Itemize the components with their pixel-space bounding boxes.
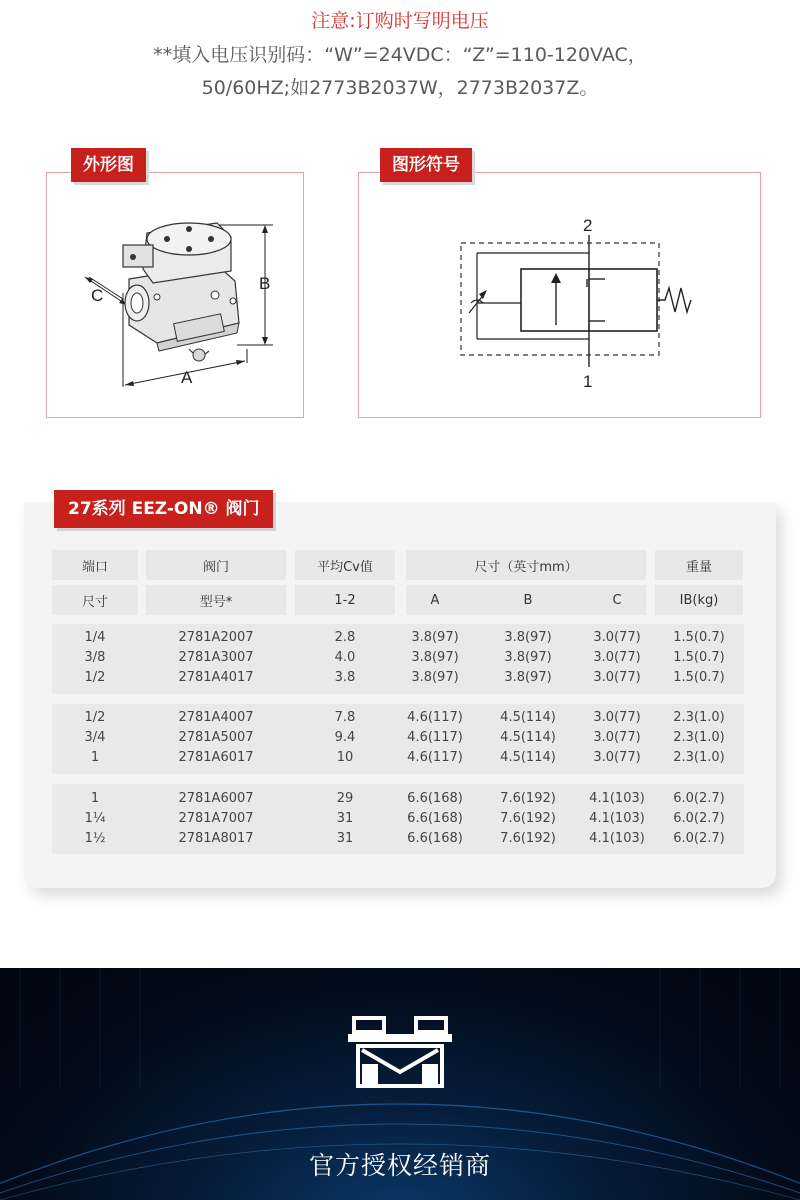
table-cell-weight: 1.5(0.7) bbox=[673, 670, 725, 685]
table-cell-model-number: 2781A6017 bbox=[178, 750, 254, 765]
table-cell-model-number: 2781A4017 bbox=[178, 670, 254, 685]
table-cell-cv-value: 4.0 bbox=[334, 650, 356, 665]
footer-banner bbox=[0, 968, 800, 1200]
table-cell-port-size: 1 bbox=[90, 750, 100, 765]
table-cell-weight: 1.5(0.7) bbox=[673, 650, 725, 665]
dealer-logo-icon bbox=[348, 1016, 452, 1088]
table-cell-model-number: 2781A2007 bbox=[178, 630, 254, 645]
header-dim-b: B bbox=[523, 593, 533, 608]
outline-drawing-tag: 外形图 bbox=[71, 148, 146, 182]
header-weight: 重量 bbox=[655, 550, 743, 580]
table-cell-cv-value: 29 bbox=[336, 791, 354, 806]
table-cell-model-number: 2781A4007 bbox=[178, 710, 254, 725]
table-cell-dim-a: 4.6(117) bbox=[407, 730, 463, 745]
table-cell-dim-a: 6.6(168) bbox=[407, 831, 463, 846]
table-cell-port-size: 3/4 bbox=[84, 730, 106, 745]
table-cell-dim-b: 3.8(97) bbox=[504, 630, 552, 645]
table-cell-dim-b: 7.6(192) bbox=[500, 791, 556, 806]
header-cv-range: 1-2 bbox=[295, 585, 395, 615]
table-cell-dim-a: 3.8(97) bbox=[411, 670, 459, 685]
table-cell-model-number: 2781A6007 bbox=[178, 791, 254, 806]
valve-outline-illustration bbox=[47, 173, 305, 419]
table-cell-cv-value: 7.8 bbox=[334, 710, 356, 725]
table-cell-dim-a: 4.6(117) bbox=[407, 750, 463, 765]
graphic-symbol-panel bbox=[358, 172, 761, 418]
table-cell-dim-c: 3.0(77) bbox=[593, 650, 641, 665]
header-cv: 平均Cv值 bbox=[295, 550, 395, 580]
table-cell-weight: 1.5(0.7) bbox=[673, 630, 725, 645]
table-cell-dim-b: 7.6(192) bbox=[500, 831, 556, 846]
table-cell-dim-b: 3.8(97) bbox=[504, 670, 552, 685]
table-cell-dim-c: 3.0(77) bbox=[593, 750, 641, 765]
table-cell-dim-b: 4.5(114) bbox=[500, 750, 556, 765]
table-cell-cv-value: 3.8 bbox=[334, 670, 356, 685]
table-cell-model-number: 2781A8017 bbox=[178, 831, 254, 846]
table-cell-cv-value: 9.4 bbox=[334, 730, 356, 745]
table-cell-dim-a: 6.6(168) bbox=[407, 811, 463, 826]
valve-symbol-diagram bbox=[359, 173, 762, 419]
header-dim-a: A bbox=[430, 593, 440, 608]
table-cell-weight: 6.0(2.7) bbox=[673, 831, 725, 846]
table-cell-port-size: 3/8 bbox=[84, 650, 106, 665]
header-port-size: 尺寸 bbox=[52, 585, 138, 615]
table-cell-dim-a: 3.8(97) bbox=[411, 650, 459, 665]
table-cell-port-size: 1/2 bbox=[84, 710, 106, 725]
table-cell-dim-c: 4.1(103) bbox=[589, 791, 645, 806]
table-cell-dim-b: 4.5(114) bbox=[500, 730, 556, 745]
table-cell-dim-b: 7.6(192) bbox=[500, 811, 556, 826]
table-cell-dim-c: 4.1(103) bbox=[589, 831, 645, 846]
header-dim-c: C bbox=[612, 593, 622, 608]
dim-b-label: B bbox=[259, 274, 271, 293]
table-cell-model-number: 2781A3007 bbox=[178, 650, 254, 665]
table-cell-port-size: 1 bbox=[90, 791, 100, 806]
table-cell-model-number: 2781A7007 bbox=[178, 811, 254, 826]
voltage-code-note: **填入电压识别码：“W”=24VDC：“Z”=110-120VAC， bbox=[153, 44, 647, 66]
table-cell-cv-value: 10 bbox=[336, 750, 354, 765]
dim-c-label: C bbox=[91, 286, 104, 305]
table-cell-weight: 2.3(1.0) bbox=[673, 750, 725, 765]
table-cell-dim-c: 3.0(77) bbox=[593, 630, 641, 645]
table-cell-weight: 2.3(1.0) bbox=[673, 730, 725, 745]
footer-title: 官方授权经销商 bbox=[308, 1151, 491, 1180]
table-cell-port-size: 1/2 bbox=[84, 670, 106, 685]
port-2-label: 2 bbox=[583, 216, 593, 235]
header-valve: 阀门 bbox=[146, 550, 286, 580]
header-model: 型号* bbox=[146, 585, 286, 615]
table-cell-dim-c: 3.0(77) bbox=[593, 730, 641, 745]
table-cell-dim-c: 4.1(103) bbox=[589, 811, 645, 826]
table-cell-cv-value: 31 bbox=[336, 831, 354, 846]
valve-series-tag: 27系列 EEZ-ON® 阀门 bbox=[54, 490, 273, 528]
table-cell-weight: 2.3(1.0) bbox=[673, 710, 725, 725]
order-notice-title: 注意:订购时写明电压 bbox=[311, 10, 489, 32]
table-cell-dim-a: 6.6(168) bbox=[407, 791, 463, 806]
table-cell-dim-c: 3.0(77) bbox=[593, 670, 641, 685]
table-cell-cv-value: 31 bbox=[336, 811, 354, 826]
table-cell-dim-b: 4.5(114) bbox=[500, 710, 556, 725]
table-cell-port-size: 1½ bbox=[84, 831, 106, 846]
table-cell-port-size: 1/4 bbox=[84, 630, 106, 645]
header-port: 端口 bbox=[52, 550, 138, 580]
outline-drawing-panel bbox=[46, 172, 304, 418]
header-weight-unit: IB(kg) bbox=[655, 585, 743, 615]
table-cell-dim-c: 3.0(77) bbox=[593, 710, 641, 725]
table-cell-weight: 6.0(2.7) bbox=[673, 791, 725, 806]
table-cell-model-number: 2781A5007 bbox=[178, 730, 254, 745]
table-cell-cv-value: 2.8 bbox=[334, 630, 356, 645]
graphic-symbol-tag: 图形符号 bbox=[380, 148, 472, 182]
table-cell-port-size: 1¼ bbox=[84, 811, 106, 826]
port-1-label: 1 bbox=[583, 372, 593, 391]
table-cell-dim-a: 3.8(97) bbox=[411, 630, 459, 645]
table-cell-dim-b: 3.8(97) bbox=[504, 650, 552, 665]
dim-a-label: A bbox=[181, 368, 193, 387]
table-cell-dim-a: 4.6(117) bbox=[407, 710, 463, 725]
voltage-code-example: 50/60HZ;如2773B2037W，2773B2037Z。 bbox=[201, 77, 599, 99]
table-cell-weight: 6.0(2.7) bbox=[673, 811, 725, 826]
header-size: 尺寸（英寸mm） bbox=[406, 550, 646, 580]
